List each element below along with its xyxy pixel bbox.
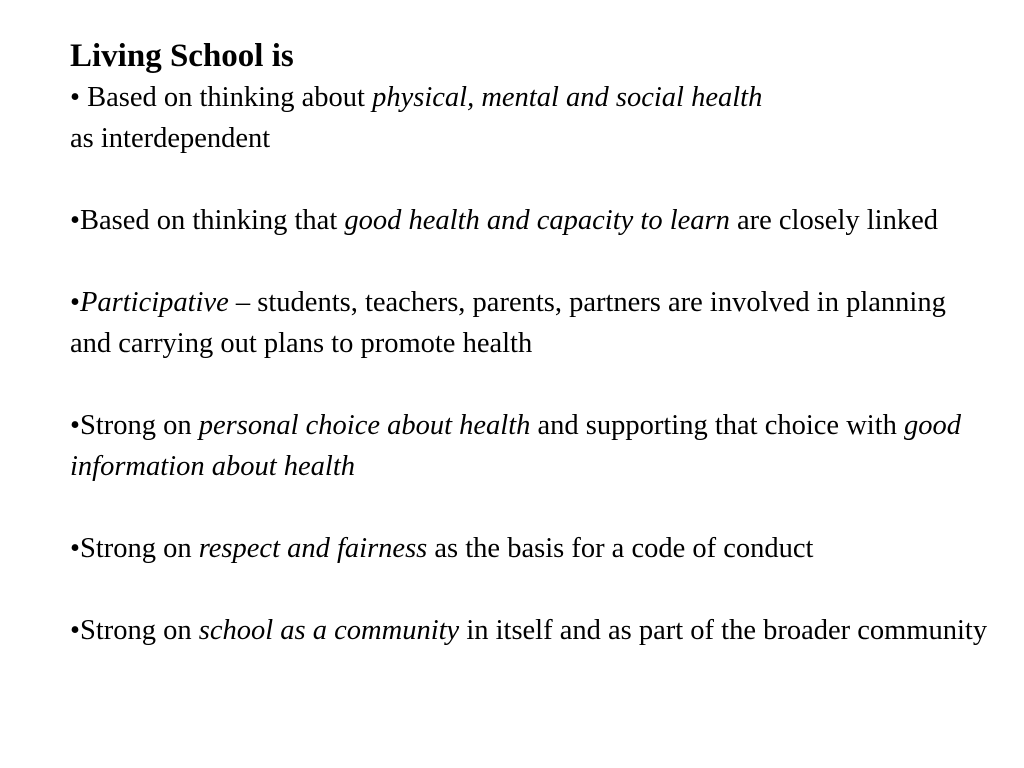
bullet-emphasis: personal choice about health	[198, 410, 531, 441]
bullet-marker: •	[70, 410, 80, 441]
bullet-item-participative	[70, 282, 990, 364]
bullet-emphasis: school as a community	[198, 615, 460, 646]
bullet-marker: •	[70, 287, 80, 318]
bullet-item-health-learning	[70, 200, 990, 241]
bullet-item-school-community	[70, 610, 990, 651]
bullet-text: – students, teachers, parents, partners are involved in planning and carrying out plans to promote health	[70, 287, 946, 359]
bullet-emphasis: good information about health	[70, 410, 961, 482]
bullet-text: Based on thinking that	[79, 205, 345, 236]
slide-title: Living School is	[70, 38, 294, 74]
bullet-text: Strong on	[79, 615, 199, 646]
bullet-marker: •	[70, 533, 80, 564]
bullet-text: Strong on	[79, 410, 199, 441]
bullet-marker: •	[70, 205, 80, 236]
bullet-emphasis: good health and capacity to learn	[344, 205, 730, 236]
bullet-text: in itself and as part of the broader community	[459, 615, 988, 646]
bullet-emphasis: respect and fairness	[198, 533, 428, 564]
bullet-marker: •	[70, 82, 88, 113]
bullet-marker: •	[70, 615, 80, 646]
bullet-emphasis: physical, mental and social health	[372, 82, 763, 113]
bullet-item-holistic-health	[70, 77, 990, 159]
bullet-text: Strong on	[79, 533, 199, 564]
bullet-text: are closely linked	[729, 205, 938, 236]
bullet-text: as interdependent	[70, 123, 271, 154]
bullet-emphasis: Participative	[79, 287, 229, 318]
bullet-text: and supporting that choice with	[530, 410, 904, 441]
bullet-item-respect-fairness	[70, 528, 990, 569]
slide-content	[70, 36, 990, 651]
bullet-text: as the basis for a code of conduct	[427, 533, 814, 564]
bullet-item-personal-choice	[70, 405, 990, 487]
bullet-text: Based on thinking about	[87, 82, 373, 113]
